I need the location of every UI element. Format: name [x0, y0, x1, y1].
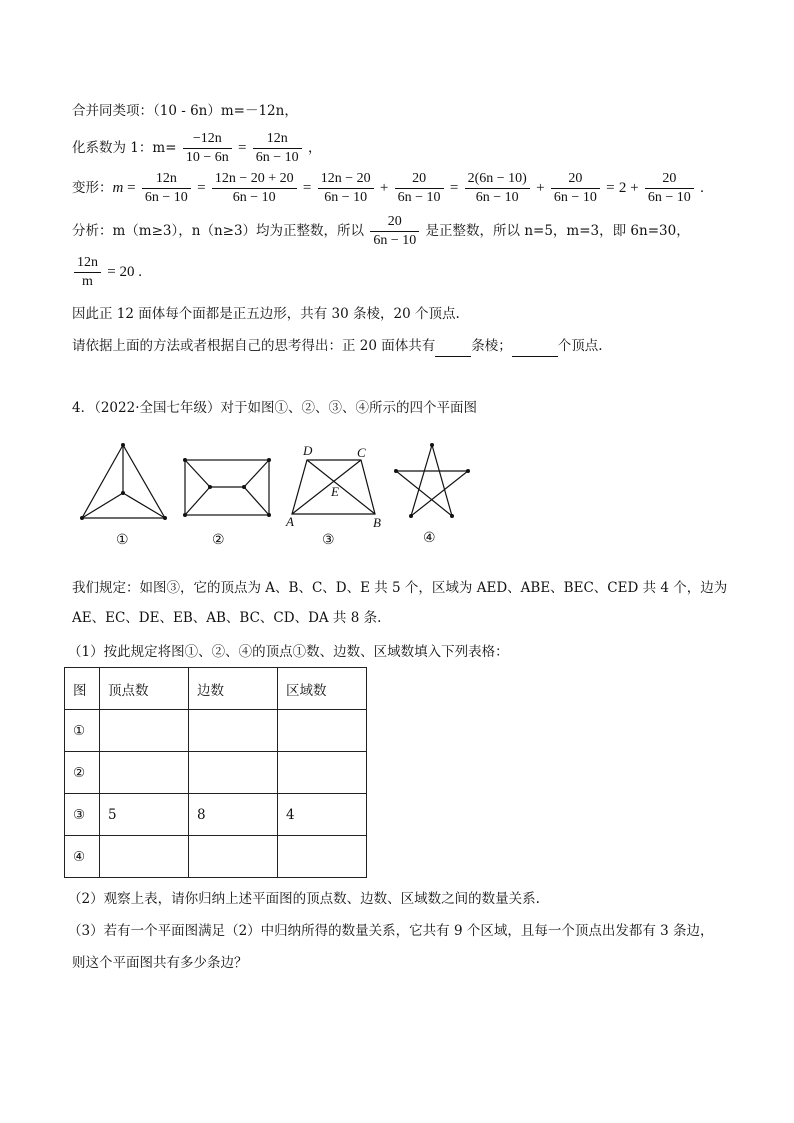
table-cell: 4: [278, 794, 367, 836]
table-cell: ③: [65, 794, 100, 836]
figure-2: [185, 460, 269, 515]
figure-1: [82, 445, 165, 518]
analysis-line: [72, 213, 690, 250]
question-3-line-1: （3）若有一个平面图满足（2）中归纳所得的数量关系，它共有 9 个区域，且每一个顶点出发都有 3 条边，: [68, 923, 714, 939]
figure-label-3: ③: [322, 532, 335, 548]
table-header-row: [65, 668, 367, 710]
figure-label-4: ④: [423, 530, 436, 546]
rule-line-1: 我们规定：如图③，它的顶点为 A、B、C、D、E 共 5 个，区域为 AED、ABE、BEC、CED 共 4 个，边为: [72, 580, 728, 596]
table-cell[interactable]: [100, 710, 189, 752]
data-table: [64, 667, 367, 878]
combine-line: [72, 101, 298, 121]
vertices-blank[interactable]: [512, 336, 558, 357]
coef-line: 化系数为 1：m= $\frac{-12n}{10 - 6n}$ = $\frac{12n}{6n - 10}$ ，: [72, 131, 322, 165]
figures-svg: [0, 430, 794, 530]
rule-line-2: AE、EC、DE、EB、AB、BC、CD、DA 共 8 条.: [72, 610, 382, 626]
question-line: 请依据上面的方法或者根据自己的思考得出：正 20 面体共有 条棱； 个顶点.: [72, 336, 603, 357]
table-header-cell: 顶点数: [100, 668, 189, 710]
combine-label: 合并同类项：: [72, 103, 153, 119]
coef-lhs: m=: [152, 140, 177, 156]
point-label-c: C: [357, 445, 366, 460]
analysis-pre: 分析：m（m≥3），n（n≥3）均为正整数，所以: [72, 223, 365, 239]
coef-label: 化系数为 1：: [72, 140, 153, 156]
combine-expr: （10 - 6n）m=－12n，: [153, 103, 298, 119]
coef-frac-2: $\frac{12n}{6n - 10}$: [253, 130, 302, 167]
conclusion-line: 因此正 12 面体每个面都是正五边形，共有 30 条棱，20 个顶点.: [72, 306, 460, 322]
table-header-cell: 边数: [189, 668, 278, 710]
question-3-line-2: 则这个平面图共有多少条边？: [72, 955, 248, 971]
figure-4: [396, 445, 468, 516]
figure-label-1: ①: [116, 532, 129, 548]
table-cell[interactable]: [278, 836, 367, 878]
question-1: （1）按此规定将图①、②、④的顶点①数、边数、区域数填入下列表格：: [68, 644, 509, 660]
coef-frac-1: $\frac{-12n}{10 - 6n}$: [183, 130, 232, 167]
table-cell[interactable]: [189, 836, 278, 878]
point-label-a: A: [286, 514, 294, 529]
table-cell[interactable]: [100, 836, 189, 878]
table-cell: ①: [65, 710, 100, 752]
table-cell[interactable]: [100, 752, 189, 794]
analysis-frac: $\frac{20}{6n - 10}$: [370, 213, 419, 250]
table-cell[interactable]: [278, 752, 367, 794]
table-row: [65, 752, 367, 794]
transform-label: 变形：: [72, 180, 113, 196]
problem4-header: 4．（2022·全国七年级）对于如图①、②、③、④所示的四个平面图: [72, 400, 477, 416]
point-label-d: D: [303, 443, 313, 458]
result-line: $\frac{12n}{m}$ = 20 .: [72, 254, 142, 291]
point-label-e: E: [331, 484, 339, 499]
table-header-cell: 区域数: [278, 668, 367, 710]
table-header-cell: 图: [65, 668, 100, 710]
edges-blank[interactable]: [435, 336, 471, 357]
table-cell[interactable]: [278, 710, 367, 752]
question-2: （2）观察上表，请你归纳上述平面图的顶点数、边数、区域数之间的数量关系.: [68, 891, 540, 907]
table-cell[interactable]: [189, 710, 278, 752]
table-cell: ②: [65, 752, 100, 794]
result-frac: $\frac{12n}{m}$: [74, 254, 101, 291]
table-cell[interactable]: [189, 752, 278, 794]
transform-line: 变形：m = $\frac{12n}{6n - 10}$ = $\frac{12n - 20 + 20}{6n - 10}$ = $\frac{12n - 20}{6n - 10}$ + $\frac{20}{6n - 10}$ = $\frac{2(6n - 10)}{6n - 10}$ + $\frac{20}{6n - 10}$ = 2 + $\frac{20}{6n - 10}$ .: [72, 171, 704, 205]
table-row: [65, 710, 367, 752]
point-label-b: B: [373, 515, 381, 530]
figure-label-2: ②: [212, 532, 225, 548]
table-cell: 8: [189, 794, 278, 836]
analysis-post: 是正整数，所以 n=5，m=3，即 6n=30，: [425, 223, 690, 239]
table-row: [65, 836, 367, 878]
table-row: [65, 794, 367, 836]
table-cell: ④: [65, 836, 100, 878]
table-cell: 5: [100, 794, 189, 836]
